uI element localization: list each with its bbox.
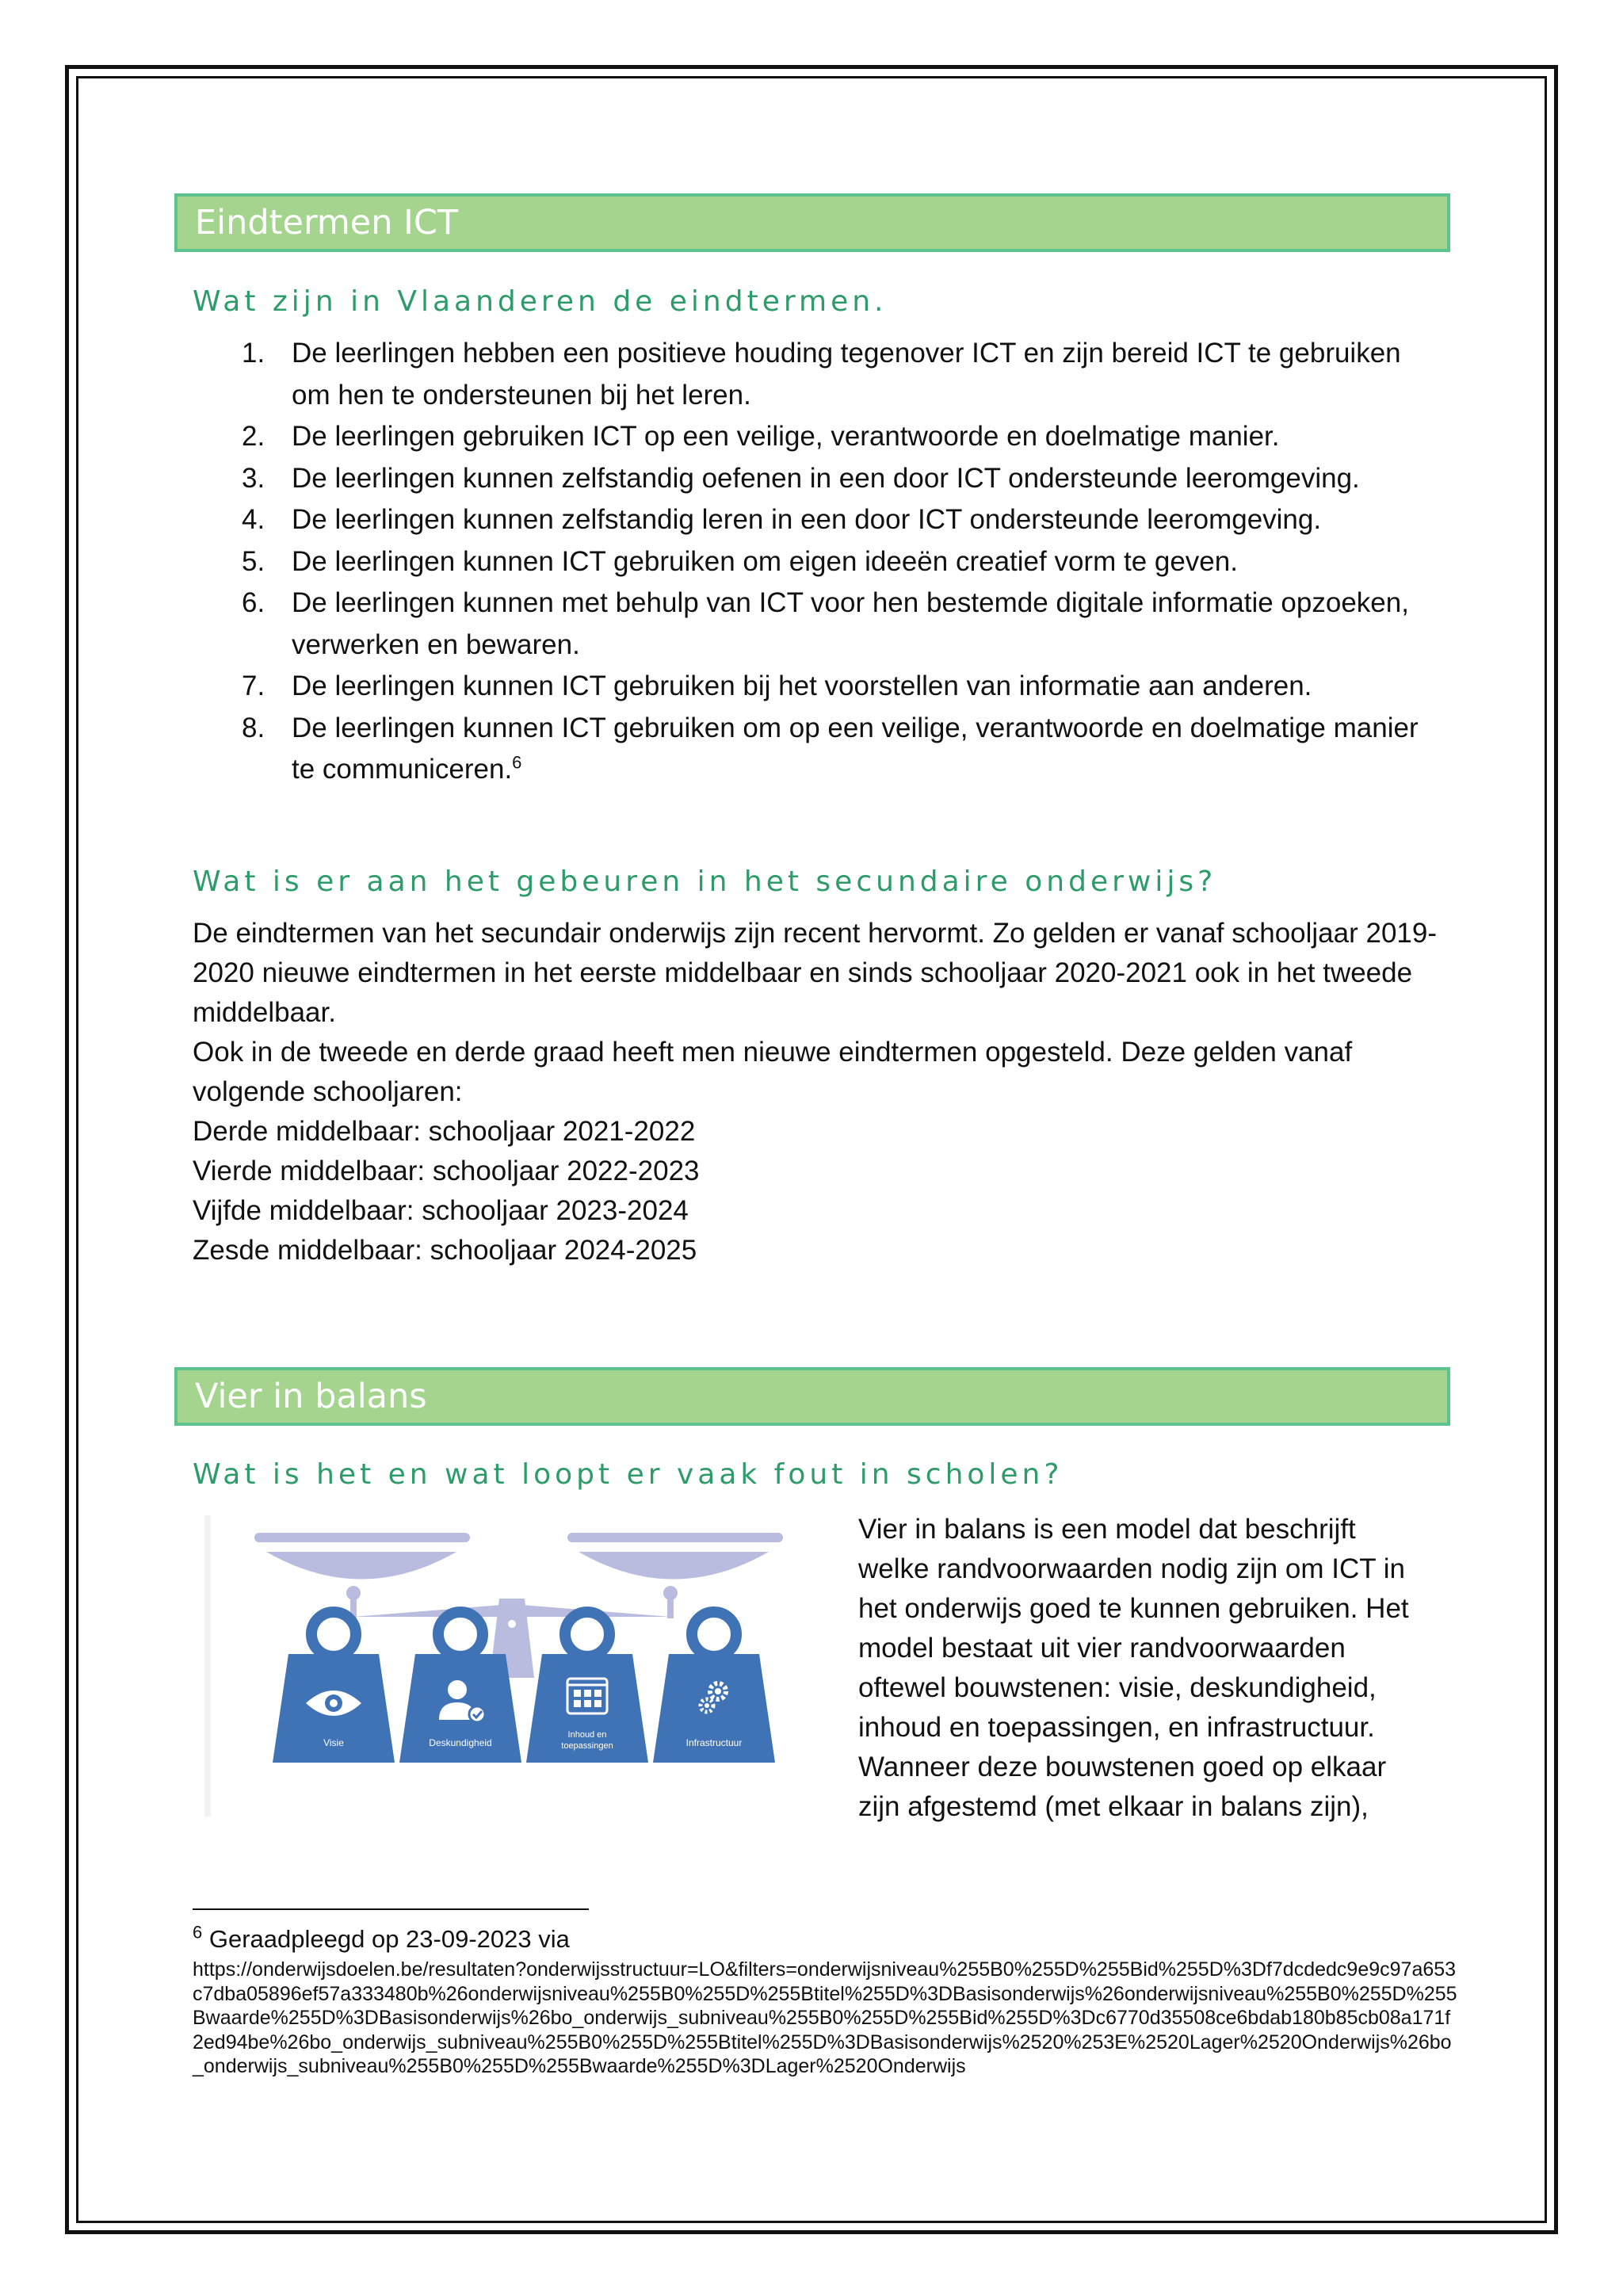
paragraph: Zesde middelbaar: schooljaar 2024-2025	[193, 1235, 697, 1266]
beam-left	[353, 1604, 512, 1617]
text-line: Vier in balans is een model dat beschrijft	[858, 1514, 1356, 1545]
right-hanger-knob	[663, 1586, 678, 1600]
subheading-secundair-onderwijs: Wat is er aan het gebeuren in het secundaire onderwijs?	[193, 865, 1217, 898]
list-item: 1. De leerlingen hebben een positieve houding tegenover ICT en zijn bereid ICT te gebruiken om hen te ondersteunen bij het leren.	[242, 338, 1401, 411]
text-line: Wanneer deze bouwstenen goed op elkaar	[858, 1752, 1387, 1782]
list-item: 2. De leerlingen gebruiken ICT op een veilige, verantwoorde en doelmatige manier.	[242, 421, 1280, 452]
eindtermen-list	[193, 333, 1429, 791]
paragraph: Ook in de tweede en derde graad heeft men nieuwe eindtermen opgesteld. Deze gelden vanaf volgende schooljaren:	[193, 1037, 1353, 1107]
balance-scale-illustration	[211, 1515, 821, 1817]
list-item: 4. De leerlingen kunnen zelfstandig leren in een door ICT ondersteunde leeromgeving.	[242, 504, 1322, 535]
footnote-marker: 6	[193, 1922, 203, 1943]
weight-label-infrastructuur: Infrastructuur	[685, 1737, 743, 1748]
footnote-reference[interactable]: 6	[512, 752, 522, 773]
list-item: 8. De leerlingen kunnen ICT gebruiken om op een veilige, verantwoorde en doelmatige manier te communiceren.$^6$	[242, 712, 1419, 785]
subheading-eindtermen-vlaanderen: Wat zijn in Vlaanderen de eindtermen.	[193, 285, 888, 318]
paragraph: Vijfde middelbaar: schooljaar 2023-2024	[193, 1195, 689, 1226]
list-item: 7. De leerlingen kunnen ICT gebruiken bij het voorstellen van informatie aan anderen.	[242, 670, 1312, 701]
footnote	[193, 1923, 1461, 2079]
weight-label-deskundigheid: Deskundigheid	[429, 1737, 492, 1748]
paragraph: De eindtermen van het secundair onderwijs zijn recent hervormt. Zo gelden er vanaf schooljaar 2019-2020 nieuwe eindtermen in het eerste middelbaar en sinds schooljaar 2020-2021 ook in het tweede middelbaar.	[193, 918, 1438, 1028]
left-pan-rim	[254, 1533, 470, 1542]
vier-in-balans-figure	[204, 1515, 821, 1817]
text-line: oftewel bouwstenen: visie, deskundigheid,	[858, 1672, 1377, 1703]
right-pan-rim	[567, 1533, 783, 1542]
text-line: welke randvoorwaarden nodig zijn om ICT in	[858, 1553, 1405, 1584]
subheading-vier-in-balans: Wat is het en wat loopt er vaak fout in scholen?	[193, 1458, 1064, 1491]
section-title-vier-in-balans: Vier in balans	[174, 1367, 1450, 1426]
footnote-separator	[193, 1908, 589, 1910]
footnote-text: $^6$ Geraadpleegd op 23-09-2023 via	[193, 1922, 570, 1953]
text-line: model bestaat uit vier randvoorwaarden	[858, 1633, 1346, 1664]
left-pan	[266, 1552, 456, 1580]
weight-label-inhoud-line1: Inhoud en	[567, 1730, 607, 1740]
paragraph: Derde middelbaar: schooljaar 2021-2022	[193, 1116, 696, 1147]
list-item: 6. De leerlingen kunnen met behulp van ICT voor hen bestemde digitale informatie opzoeken, verwerken en bewaren.	[242, 587, 1409, 660]
vier-in-balans-text	[858, 1510, 1461, 1827]
section-title-eindtermen: Eindtermen ICT	[174, 193, 1450, 252]
text-line: zijn afgestemd (met elkaar in balans zijn),	[858, 1791, 1369, 1822]
left-hanger-knob	[346, 1586, 361, 1600]
footnote-url-link[interactable]: https://onderwijsdoelen.be/resultaten?onderwijsstructuur=LO&filters=onderwijsniveau%255B0%255D%255Bid%255D%3Df7dcdedc9e9c97a653c7dba05896ef57a333480b%26onderwijsniveau%255B0%255D%255Btitel%255D%3DBasisonderwijs%26onderwijsniveau%255B0%255D%255Bwaarde%255D%3DBasisonderwijs%26bo_onderwijs_subniveau%255B0%255D%255Bid%255D%3Dc6770d35508ce6bdab180b85cb08a171f2ed94be%26bo_onderwijs_subniveau%255B0%255D%255Btitel%255D%3DBasisonderwijs%2520%253E%2520Lager%2520Onderwijs%26bo_onderwijs_subniveau%255B0%255D%255Bwaarde%255D%3DLager%2520Onderwijs	[193, 1958, 1457, 2077]
secundair-body	[193, 914, 1461, 1270]
weight-label-visie: Visie	[323, 1737, 344, 1748]
right-pan	[579, 1552, 769, 1580]
list-item: 3. De leerlingen kunnen zelfstandig oefenen in een door ICT ondersteunde leeromgeving.	[242, 462, 1360, 494]
weight-label-inhoud-line2: toepassingen	[561, 1741, 613, 1751]
paragraph: Vierde middelbaar: schooljaar 2022-2023	[193, 1156, 700, 1186]
weight-inhoud-en-toepassingen	[526, 1612, 648, 1763]
pivot	[508, 1620, 516, 1628]
text-line: inhoud en toepassingen, en infrastructuur.	[858, 1712, 1375, 1743]
text-line: het onderwijs goed te kunnen gebruiken. Het	[858, 1593, 1409, 1624]
list-item: 5. De leerlingen kunnen ICT gebruiken om eigen ideeën creatief vorm te geven.	[242, 545, 1238, 577]
